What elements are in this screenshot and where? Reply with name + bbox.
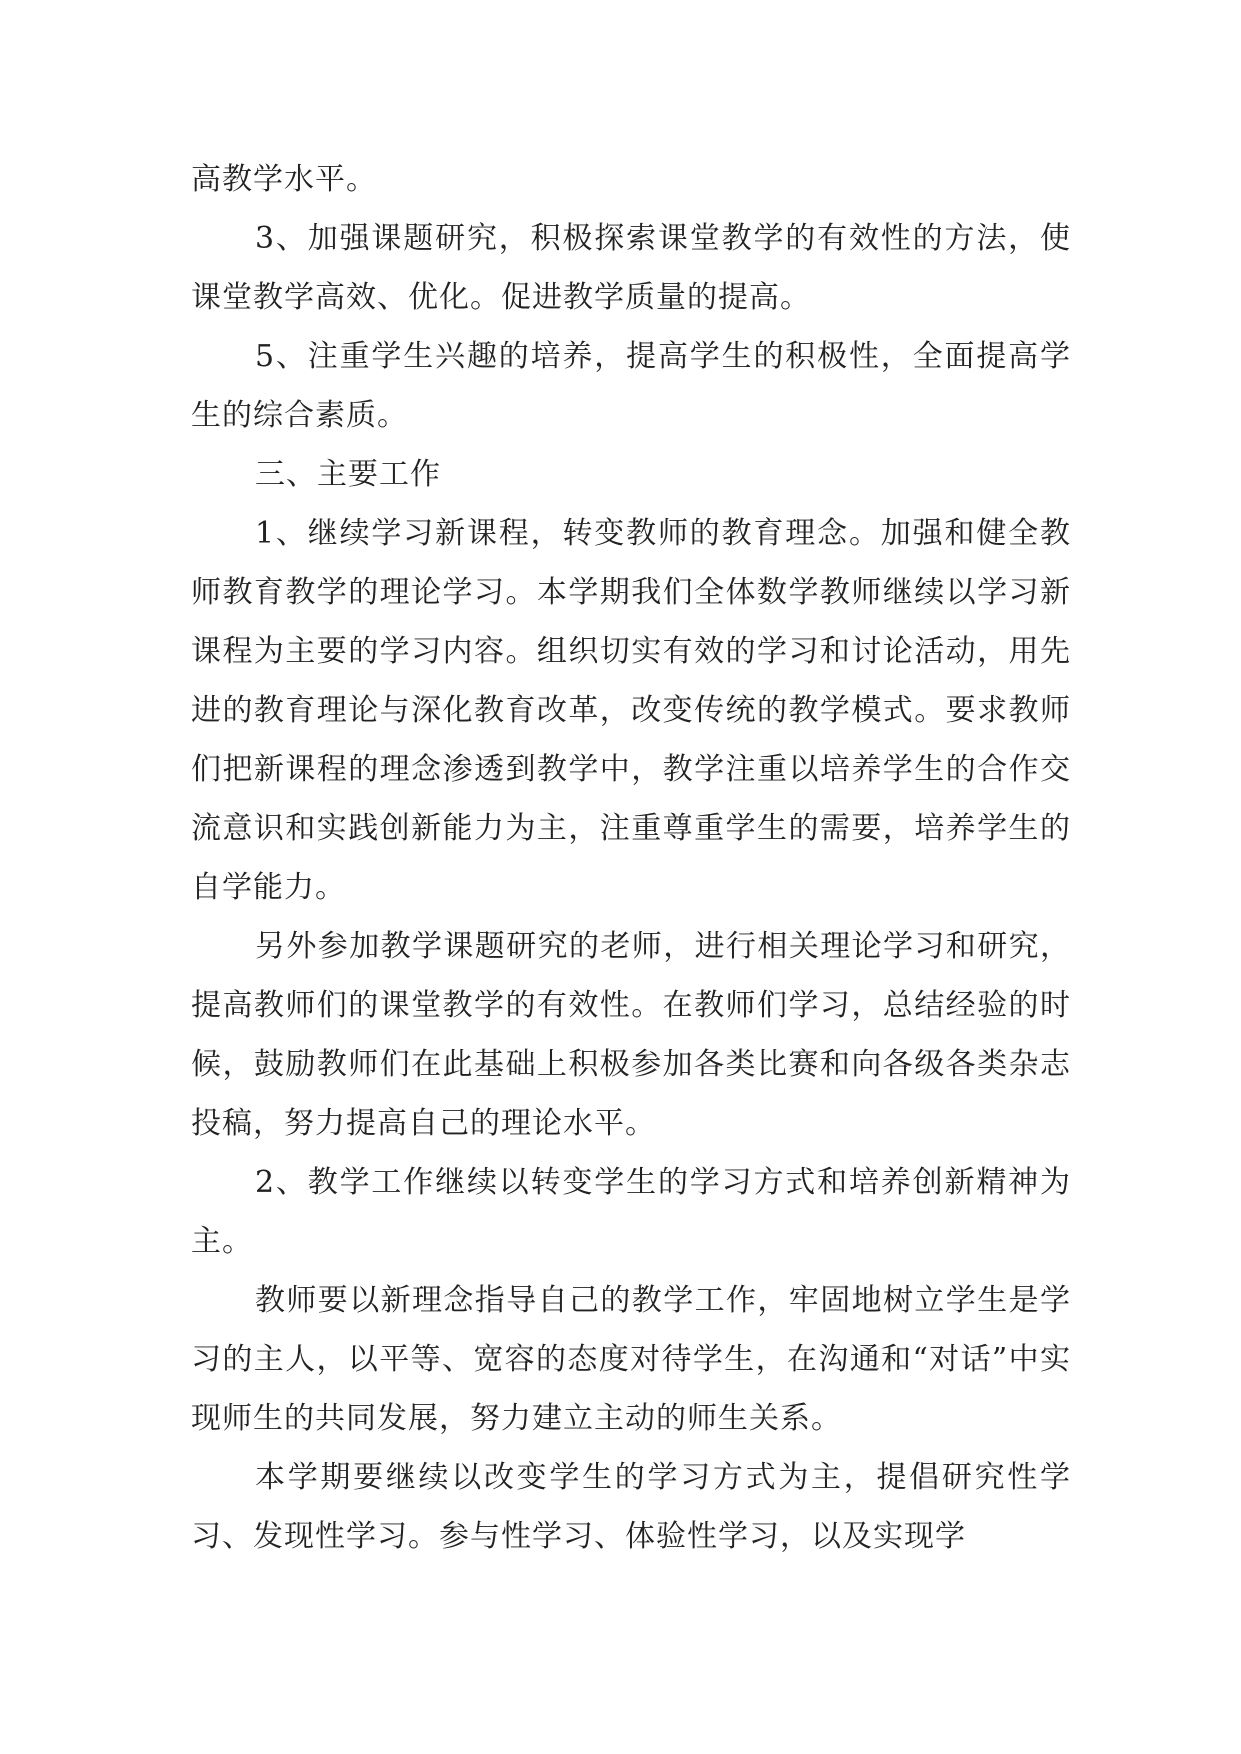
paragraph-new-concept: 教师要以新理念指导自己的教学工作，牢固地树立学生是学习的主人，以平等、宽容的态度对待学生，在沟通和“对话”中实现师生的共同发展，努力建立主动的师生关系。	[191, 1283, 1071, 1436]
paragraph-main-work-2: 2、教学工作继续以转变学生的学习方式和培养创新精神为主。	[191, 1165, 1071, 1259]
paragraph-item-5: 5、注重学生兴趣的培养，提高学生的积极性，全面提高学生的综合素质。	[191, 339, 1071, 433]
paragraph-item-3: 3、加强课题研究，积极探索课堂教学的有效性的方法，使课堂教学高效、优化。促进教学质量的提高。	[191, 221, 1071, 315]
paragraph-continuation: 高教学水平。	[191, 162, 377, 197]
paragraph-learning-style: 本学期要继续以改变学生的学习方式为主，提倡研究性学习、发现性学习。参与性学习、体验性学习，以及实现学	[191, 1460, 1071, 1554]
document-body	[191, 150, 1071, 1566]
paragraph-main-work-1: 1、继续学习新课程，转变教师的教育理念。加强和健全教师教育教学的理论学习。本学期我们全体数学教师继续以学习新课程为主要的学习内容。组织切实有效的学习和讨论活动，用先进的教育理论与深化教育改革，改变传统的教学模式。要求教师们把新课程的理念渗透到教学中，教学注重以培养学生的合作交流意识和实践创新能力为主，注重尊重学生的需要，培养学生的自学能力。	[191, 516, 1071, 905]
section-heading-main-work: 三、主要工作	[255, 457, 441, 492]
paragraph-research-teachers: 另外参加教学课题研究的老师，进行相关理论学习和研究，提高教师们的课堂教学的有效性。在教师们学习，总结经验的时候，鼓励教师们在此基础上积极参加各类比赛和向各级各类杂志投稿，努力提高自己的理论水平。	[191, 929, 1071, 1141]
